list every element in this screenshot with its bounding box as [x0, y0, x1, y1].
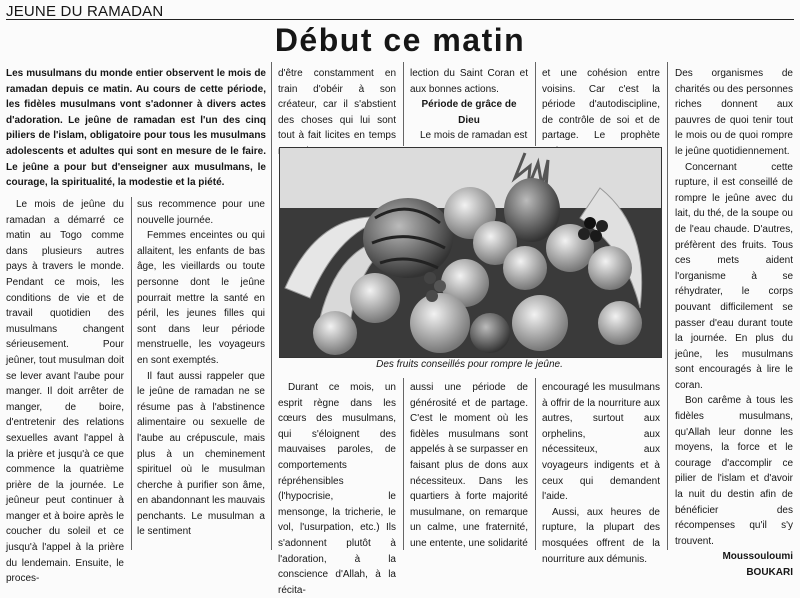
column-4-bottom-text: aussi une période de générosité et de partage. C'est le moment où les fidèles musulmans sont appelés à se surpasser en faisant plus de dons aux nécessiteux. Dans les quartiers à forte majorité musulmane, on remarque un calme, une fraternité, une entente, une solidarité [410, 382, 528, 549]
column-1 [6, 197, 124, 585]
column-rule [535, 378, 536, 550]
column-2-top-text: d'être constamment en train d'obéir à son créateur, car il s'abstient des choses qui lui sont tout à fait licites en temps [278, 68, 396, 142]
lead-paragraph: Les musulmans du monde entier observent le mois de ramadan depuis ce matin. Au cours de cette période, les fidèles musulmans vont s'adonner à divers actes d'adoration. Le jeûne de ramadan est l'un des cinq piliers de l'islam, obligatoire pour tous les musulmans adolescents et adultes qui sont en mesure de le faire. Le jeûne a pour but d'enseigner aux musulmans, le courage, la spiritualité, la modestie et la piété. [6, 68, 266, 189]
column-3-top [410, 66, 528, 146]
column-2-top [278, 66, 396, 146]
column-5-bottom-text-1: encouragé les musulmans à offrir de la nourriture aux autres, surtout aux orphelins, aux nécessiteux, aux voyageurs indigents et à ceux qui demandent l'aide. [542, 382, 660, 503]
column-2-text-2: Femmes enceintes ou qui allaitent, les enfants de bas âge, les vieillards ou toute personne dont le jeûne pourrait mettre la santé en péril, les jeunes filles qui sont dans leur période menstruelle, les voyageurs en sont exemptés. [137, 230, 265, 366]
column-2-text-1: sus recommence pour une nouvelle journée. [137, 199, 265, 226]
column-5-bottom-text-2: Aussi, aux heures de rupture, la plupart des mosquées offrent de la nourriture aux démunis. [542, 506, 660, 565]
column-3-bottom [278, 380, 396, 596]
column-3-top-text-2: Le mois de ramadan est [420, 130, 528, 142]
fruit-illustration [280, 148, 661, 357]
fruit-photo [279, 147, 662, 358]
column-6 [675, 66, 793, 578]
photo-caption: Des fruits conseillés pour rompre le jeûne. [376, 359, 563, 370]
column-4-top [542, 66, 660, 146]
lead-paragraph-block [6, 66, 266, 198]
column-6-text-2: Concernant cette rupture, il est conseillé de rompre le jeûne avec du lait, du thé, de la soupe ou de l'eau chaude. D'autres, préfèrent des fruits. Tous ces mets aident l'organisme à se réhydrater, le corps pouvant difficilement se passer d'eau durant toute la journée. En plus du jeûne, les musulmans sont encouragés à lire le coran. [675, 161, 793, 391]
column-2 [137, 197, 265, 549]
column-1-text: Le mois de jeûne du ramadan a démarré ce matin au Togo comme dans plusieurs autres pays à travers le monde. Pendant ce mois, les conditions de vie et de travail quotidien des musulmans changent sérieusement. Pour jeûner, tout musulman doit se lever avant l'aube pour manger. Il doit arrêter de manger, de boire, d'entretenir des relations sexuelles avant l'appel à la prière et jusqu'à ce que commence la quatrième prière de la journée. Le jeûneur peut continuer à manger et à boire après le coucher du soleil et ce jusqu'à l'appel à la prière du lendemain. Ensuite, le proces- [6, 199, 124, 585]
author-name: Moussouloumi [722, 551, 793, 563]
column-rule [535, 62, 536, 146]
column-4-top-text: et une cohésion entre voisins. Car c'est la période d'autodiscipline, de contrôle de soi et de partage. Le prophète [542, 68, 660, 142]
top-rule [6, 19, 794, 20]
subheading: Période de grâce de Dieu [421, 99, 517, 126]
column-rule [131, 197, 132, 550]
author-surname: BOUKARI [746, 567, 793, 578]
column-6-text-3: Bon carême à tous les fidèles musulmans, qu'Allah leur donne les moyens, la force et le courage d'accomplir ce pilier de l'islam et d'avoir la nuit du destin afin de bénéficier des récompenses qu'il s'y trouvent. [675, 395, 793, 547]
column-6-text-1: Des organismes de charités ou des personnes riches donnent aux pauvres de quoi tenir tout le mois ou de quoi rompre le jeûne quotidiennement. [675, 68, 793, 157]
column-rule [403, 378, 404, 550]
section-rubric: JEUNE DU RAMADAN [6, 3, 164, 20]
column-3-bottom-text: Durant ce mois, un esprit règne dans les cœurs des musulmans, qui s'éloignent des mauvaises paroles, de comportements répréhensibles (l'hypocrisie, le mensonge, la tricherie, le vol, l'usurpation, etc.) Ils s'adonnent plutôt à l'adoration, à la conscience d'Allah, à la récita- [278, 382, 396, 596]
column-4-bottom [410, 380, 528, 550]
column-5-bottom [542, 380, 660, 565]
headline: Début ce matin [274, 22, 526, 58]
column-rule [403, 62, 404, 146]
column-2-text-3: Il faut aussi rappeler que le jeûne de ramadan ne se résume pas à l'abstinence alimentaire ou sexuelle de l'aube au crépuscule, mais plus à un cheminement spirituel où le musulman cherche à purifier son âme, en abandonnant les mauvais penchants. Le musulman a le sentiment [137, 370, 265, 538]
column-rule [667, 62, 668, 550]
column-3-top-text: lection du Saint Coran et aux bonnes actions. [410, 68, 528, 95]
column-rule [271, 62, 272, 550]
